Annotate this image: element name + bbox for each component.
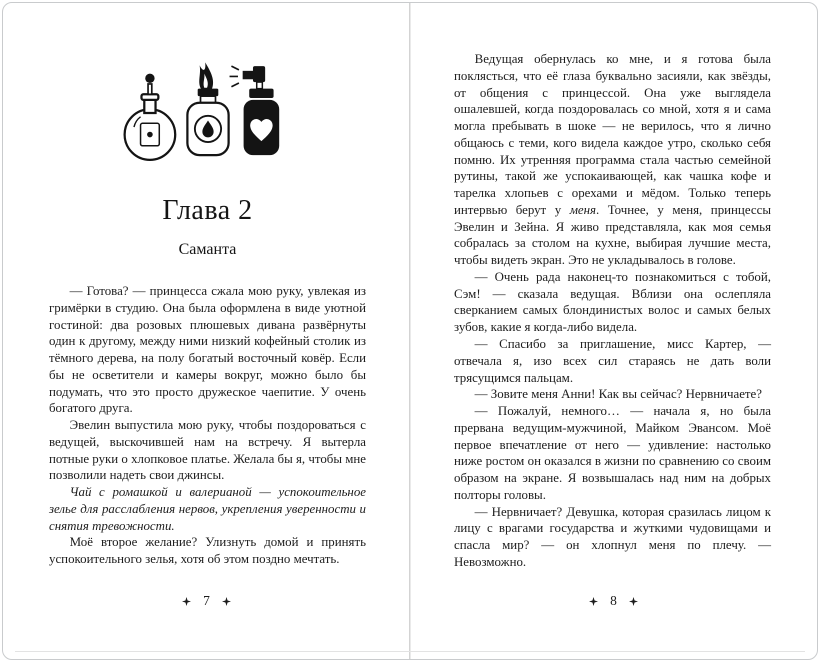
page-number: 8 <box>610 593 617 608</box>
sparkle-star-icon <box>629 597 638 606</box>
paragraph: Эвелин выпустила мою руку, чтобы поздороваться с ведущей, выскочившей нам на встречу. Я вытерла потные руки о хлопковое платье. Желала бы я, чтобы мне позволили надеть свои джинсы. <box>49 418 366 483</box>
page-number: 7 <box>203 593 210 608</box>
page-stack-edge <box>15 651 805 652</box>
paragraph-emphasis: меня <box>569 202 597 217</box>
paragraph-text: . Точнее, у меня, принцессы Эвелин и Зейна. Я живо представляла, как моя семья собралась за столом на кухне, выбирая лучшие места, чтобы видеть экран. Это не укладывалось в голове. <box>454 202 771 268</box>
paragraph: Моё второе желание? Улизнуть домой и принять успокоительного зелья, хотя об этом поздно мечтать. <box>49 535 366 567</box>
page-footer-right <box>410 593 817 609</box>
chapter-title: Глава 2 <box>162 195 253 226</box>
paragraph: — Готова? — принцесса сжала мою руку, увлекая из гримёрки в студию. Она была оформлена в виде уютной гостиной: два розовых плюшевых дивана развёрнуты один к другому, между ними низкий кофейный столик из тёмного дерева, на полу богатый восточный ковёр. Если бы не осветители и камеры вокруг, можно было бы подумать, что это просто дружеское чаепитие. У очень богатого друга. <box>49 284 366 416</box>
paragraph: — Спасибо за приглашение, мисс Картер, — отвечала я, изо всех сил стараясь не дать воли трясущимся пальцам. <box>454 337 771 385</box>
book-spread <box>2 2 818 660</box>
chapter-subtitle: Саманта <box>178 241 237 258</box>
paragraph: — Пожалуй, немного… — начала я, но была прервана ведущим-мужчиной, Майком Эвансом. Моё первое впечатление от него — удивление: настолько ниже ростом он оказался в жизни по сравнению со своим образом на экране. Я возвышалась над ним на добрых полторы головы. <box>454 404 771 502</box>
right-page-body <box>454 51 771 571</box>
paragraph <box>454 51 771 269</box>
sparkle-star-icon <box>589 597 598 606</box>
page-left <box>3 3 410 659</box>
paragraph-text: Ведущая обернулась ко мне, и я готова была поклясться, что её глаза буквально засияли, как звёзды, от общения с принцессой. Она уже выглядела ошалевшей, когда поздоровалась со мной, хотя я и сама могла пребывать в шоке — не верилось, что я лично общаюсь с теми, кого видела каждое утро, сколько себя помню. Их утренняя программа стала частью семейной рутины, такой же успокаивающей, как чашка кофе и тарелка хлопьев с орехами и мёдом. Только теперь интервью берут у <box>454 52 771 217</box>
paragraph-italic: Чай с ромашкой и валерианой — успокоительное зелье для расслабления нервов, укрепления уверенности и снятия тревожности. <box>49 485 366 533</box>
paragraph: — Очень рада наконец-то познакомиться с тобой, Сэм! — сказала ведущая. Вблизи она ослепляла сверканием самых блондинистых волос и самых белых зубов, какие я когда-либо видела. <box>454 269 771 335</box>
sparkle-star-icon <box>182 597 191 606</box>
page-footer-left <box>3 593 410 609</box>
sparkle-star-icon <box>222 597 231 606</box>
paragraph: — Зовите меня Анни! Как вы сейчас? Нервничаете? <box>474 387 762 402</box>
book-spine <box>409 3 411 659</box>
chapter-illustration-potion-bottles-icon <box>118 55 298 171</box>
paragraph: — Нервничает? Девушка, которая сразилась лицом к лицу с врагами государства и жуткими чудовищами и спасла мир? — он хлопнул меня по плечу. — Невозможно. <box>454 504 771 569</box>
left-page-body <box>49 283 366 568</box>
page-right <box>410 3 817 659</box>
